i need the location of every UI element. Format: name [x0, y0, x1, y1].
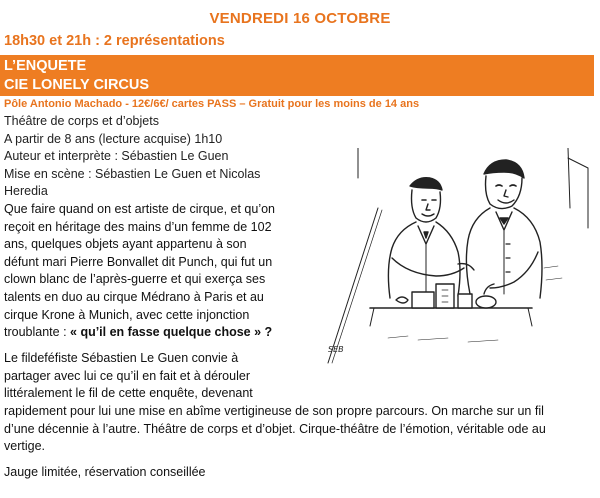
p2-line: littéralement le fil de cette enquête, devenant — [4, 386, 253, 401]
p1-line: ans, quelques objets ayant appartenu à son — [4, 237, 247, 252]
p1-line: Que faire quand on est artiste de cirque, et qu’on — [4, 202, 276, 216]
p1-last-plain: troublante : — [4, 325, 71, 340]
p1-line: reçoit en héritage des mains d’un femme de 102 — [4, 219, 272, 234]
show-details — [4, 113, 294, 201]
event-date-heading: VENDREDI 16 OCTOBRE — [209, 10, 391, 27]
capacity-note: Jauge limitée, réservation conseillée — [4, 465, 206, 479]
svg-text:SEB: SEB — [328, 345, 344, 354]
p3-line: d’une décennie à l’autre. Théâtre de corps et d’objet. Cirque-théâtre de l’émotion, véritable ode au — [4, 421, 546, 436]
p1-line: défunt mari Pierre Bonvallet dit Punch, qui fut un — [4, 254, 273, 269]
director-line-2: Heredia — [4, 184, 48, 198]
p2-line: partager avec lui ce qu’il en fait et à dérouler — [4, 368, 250, 383]
performance-times: 18h30 et 21h : 2 représentations — [4, 33, 225, 49]
p1-line: clown blanc de l’après-guerre et qui exerça ses — [4, 272, 266, 287]
description-paragraph-3 — [4, 403, 592, 456]
description-paragraph-2 — [4, 350, 298, 403]
age-duration-line: A partir de 8 ans (lecture acquise) 1h10 — [4, 131, 223, 146]
show-title: L’ENQUETE — [4, 58, 87, 74]
injunction-quote: « qu’il en fasse quelque chose » ? — [70, 325, 273, 340]
author-line: Auteur et interprète : Sébastien Le Guen — [4, 149, 229, 163]
title-banner — [0, 55, 594, 96]
genre-line: Théâtre de corps et d’objets — [4, 114, 159, 128]
p1-line: talents en duo au cirque Médrano à Paris et au — [4, 289, 264, 304]
description-paragraph-1 — [4, 201, 300, 342]
p1-line: cirque Krone à Munich, avec cette injonction — [4, 307, 250, 322]
company-name: CIE LONELY CIRCUS — [4, 77, 150, 93]
p3-line: vertige. — [4, 439, 45, 454]
venue-pricing: Pôle Antonio Machado - 12€/6€/ cartes PASS – Gratuit pour les moins de 14 ans — [4, 98, 420, 110]
director-line-1: Mise en scène : Sébastien Le Guen et Nicolas — [4, 166, 261, 181]
p2-line: Le fildeféfiste Sébastien Le Guen convie à — [4, 351, 239, 365]
clown-duo-sketch-icon — [318, 148, 596, 370]
p3-line: rapidement pour lui une mise en abîme vertigineuse de son propre parcours. On marche sur un fil — [4, 404, 544, 418]
p1-line-last — [4, 324, 300, 342]
